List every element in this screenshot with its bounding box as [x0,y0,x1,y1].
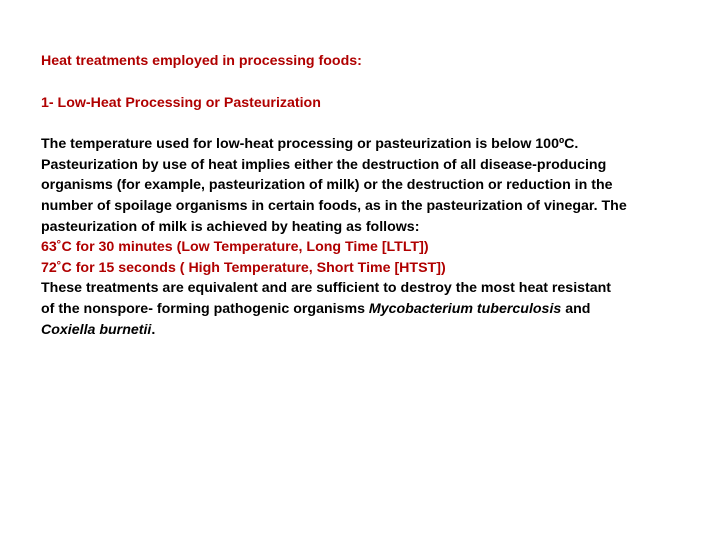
slide-content [41,51,691,340]
organism-coxiella: Coxiella burnetii [41,321,152,338]
closing-line-final [41,320,691,341]
body-line: Pasteurization by use of heat implies either the destruction of all disease-producing [41,156,607,173]
closing-line: These treatments are equivalent and are sufficient to destroy the most heat resistant [41,280,612,297]
slide-heading: Heat treatments employed in processing foods: [41,53,362,69]
closing-line-organisms [41,299,691,320]
treatment-ltlt: 63˚C for 30 minutes (Low Temperature, Long Time [LTLT]) [41,239,429,256]
organism-mycobacterium: Mycobacterium tuberculosis [368,300,562,317]
section-heading: 1- Low-Heat Processing or Pasteurization [41,94,321,111]
closing-prefix: of the nonspore- forming pathogenic organisms [41,300,369,317]
closing-and: and [561,300,591,317]
body-line: pasteurization of milk is achieved by heating as follows: [41,218,420,235]
body-text [41,134,691,340]
body-line: The temperature used for low-heat processing or pasteurization is below 100ºC. [41,136,579,153]
body-line: number of spoilage organisms in certain foods, as in the pasteurization of vinegar. The [41,197,627,214]
closing-period: . [151,321,156,338]
body-line: organisms (for example, pasteurization of milk) or the destruction or reduction in the [41,177,613,194]
treatment-htst: 72˚C for 15 seconds ( High Temperature, Short Time [HTST]) [41,259,446,276]
